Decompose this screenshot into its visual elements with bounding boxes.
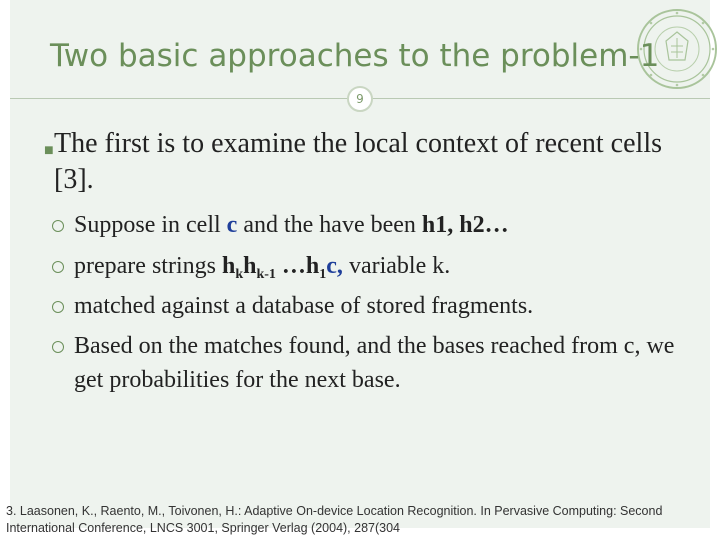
- bullet-icon: ■: [44, 142, 54, 159]
- page-number-badge: 9: [347, 86, 373, 112]
- sub-bullet-2-text: prepare strings $h_kh_{k-1}$ $\dots h_1c$, variable k.: [74, 253, 451, 282]
- sub-bullet-1: [52, 208, 692, 242]
- sub-bullet-3-text: matched against a database of stored fragments.: [74, 293, 534, 319]
- reference-footnote: 3. Laasonen, K., Raento, M., Toivonen, H.: Adaptive On-device Location Recognition. In Pervasive Computing: Second International Conference, LNCS 3001, Springer Verlag (2004), 287(304: [6, 504, 663, 535]
- sub-bullet-4: [52, 329, 692, 397]
- ring-bullet-icon: [52, 261, 64, 273]
- ring-bullet-icon: [52, 341, 64, 353]
- main-bullet-text: The first is to examine the local context of recent cells [3].: [54, 128, 662, 195]
- ring-bullet-icon: [52, 301, 64, 313]
- slide-title: Two basic approaches to the problem-1: [50, 38, 660, 74]
- main-bullet: [44, 126, 684, 198]
- sub-bullet-1-text: Suppose in cell c and the have been h1, h2…: [74, 212, 509, 238]
- sub-bullet-2: [52, 249, 692, 292]
- ring-bullet-icon: [52, 220, 64, 232]
- sub-bullet-4-text: Based on the matches found, and the bases reached from c, we get probabilities for the next base.: [74, 333, 675, 393]
- sub-bullet-3: [52, 289, 692, 323]
